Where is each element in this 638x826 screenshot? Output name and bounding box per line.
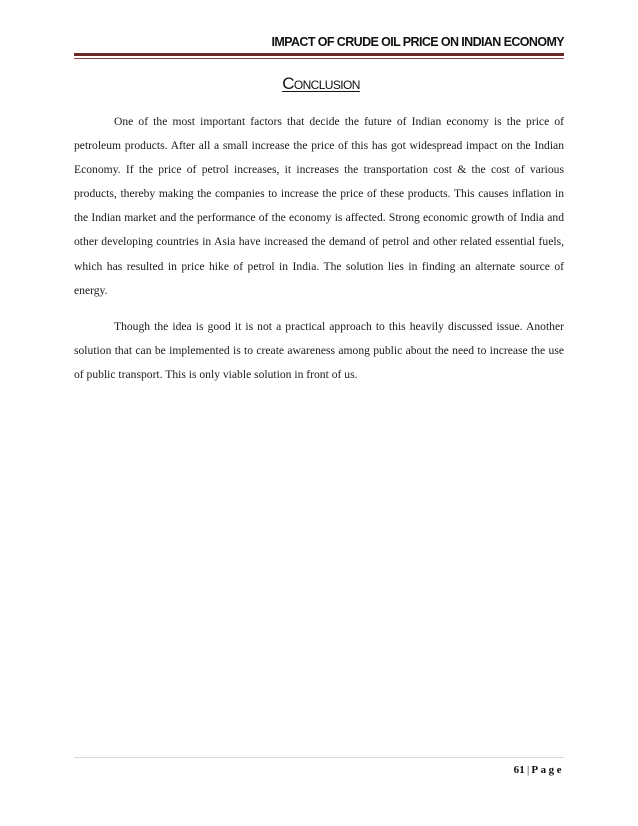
page-separator: | (526, 764, 530, 776)
section-title-text: Conclusion (282, 74, 360, 93)
header-rule-thick (74, 53, 564, 56)
footer-rule (74, 757, 564, 758)
running-header: IMPACT OF CRUDE OIL PRICE ON INDIAN ECONOMY (271, 35, 564, 49)
paragraph-2: Though the idea is good it is not a practical approach to this heavily discussed issue. Another solution that can be implemented is to create awareness among public about the need to increase the use of public transport. This is only viable solution in front of us. (74, 319, 564, 381)
body-text (74, 110, 564, 387)
section-title (0, 74, 638, 94)
page-footer (74, 764, 564, 776)
page-number: 61 (513, 764, 525, 776)
header-rule-thin (74, 58, 564, 59)
paragraph-1: One of the most important factors that decide the future of Indian economy is the price of petroleum products. After all a small increase the price of this has got widespread impact on the Indian Economy. If the price of petrol increases, it increases the transportation cost & the cost of various products, thereby making the companies to increase the price of these products. This causes inflation in the Indian market and the performance of the economy is affected. Strong economic growth of India and other developing countries in Asia have increased the demand of petrol and other related essential fuels, which has resulted in price hike of petrol in India. The solution lies in finding an alternate source of energy. (74, 115, 564, 297)
page-word: Page (531, 764, 564, 776)
